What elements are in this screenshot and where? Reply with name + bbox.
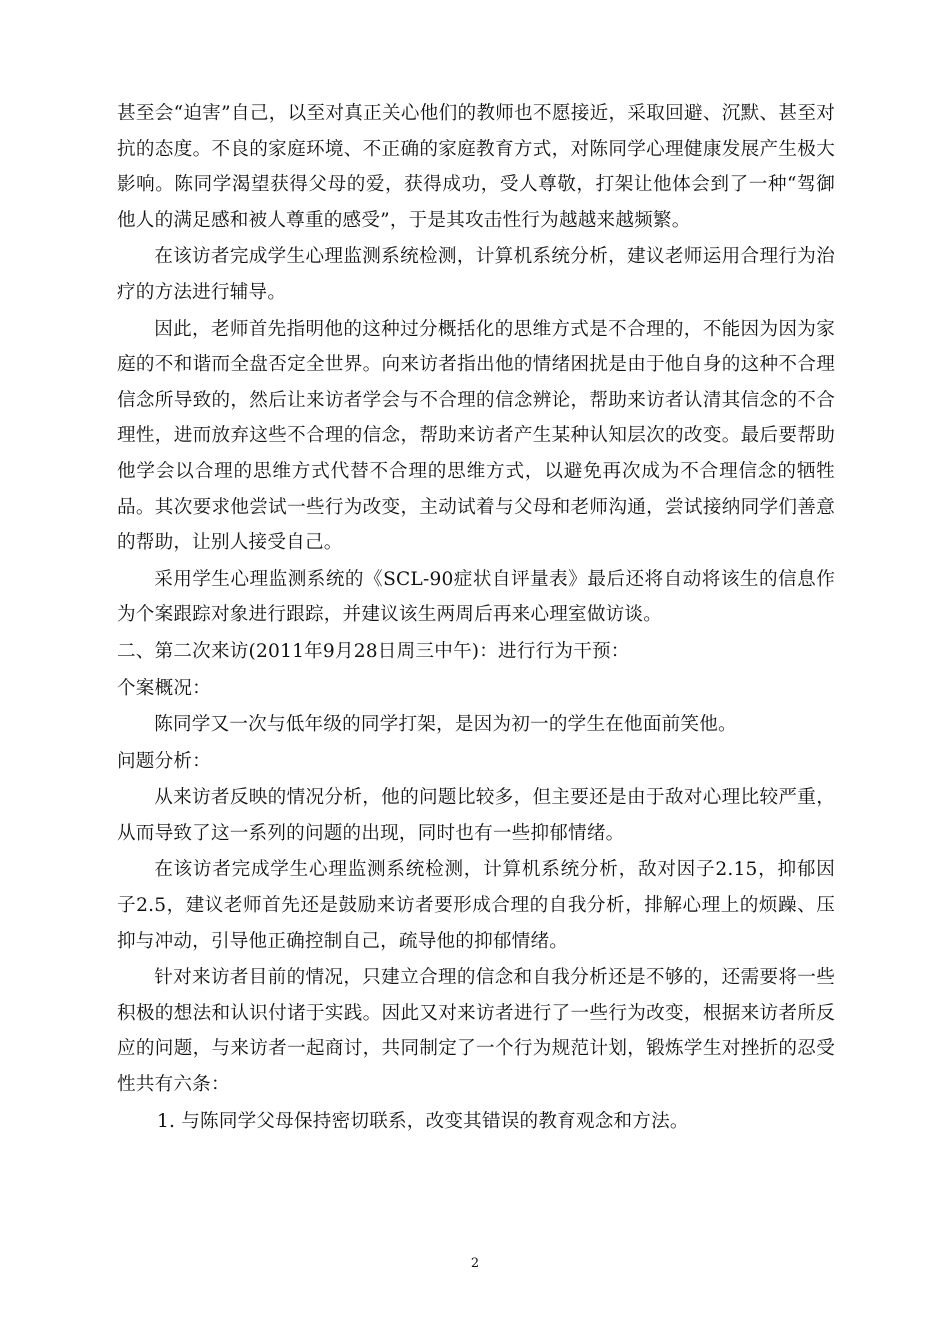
section-heading-problem-analysis: 问题分析： bbox=[117, 750, 211, 772]
paragraph-cognitive-guidance: 因此，老师首先指明他的这种过分概括化的思维方式是不合理的，不能因为因为家庭的不和谐而全盘否定全世界。向来访者指出他的情绪困扰是由于他自身的这种不合理信念所导致的，然后让来访者学会与不合理的信念辨论，帮助来访者认清其信念的不合理性，进而放弃这些不合理的信念，帮助来访者产生某种认知层次的改变。最后要帮助他学会以合理的思维方式代替不合理的思维方式，以避免再次成为不合理信念的牺牲品。其次要求他尝试一些行为改变，主动试着与父母和老师沟通，尝试接纳同学们善意的帮助，让别人接受自己。 bbox=[117, 318, 835, 554]
document-body bbox=[117, 96, 835, 1140]
paragraph-counseling-method: 在该访者完成学生心理监测系统检测，计算机系统分析，建议老师运用合理行为治疗的方法进行辅导。 bbox=[117, 246, 835, 303]
section-heading-case-overview: 个案概况： bbox=[117, 677, 211, 699]
section-heading-second-visit: 二、第二次来访(2011年9月28日周三中午)：进行行为干预： bbox=[117, 640, 630, 662]
paragraph-behavior-plan: 针对来访者目前的情况，只建立合理的信念和自我分析还是不够的，还需要将一些积极的想法和认识付诸于实践。因此又对来访者进行了一些行为改变，根据来访者所反应的问题，与来访者一起商讨，共同制定了一个行为规范计划，锻炼学生对挫折的忍受性共有六条： bbox=[117, 967, 835, 1096]
paragraph-continuation: 甚至会“迫害”自己，以至对真正关心他们的教师也不愿接近，采取回避、沉默、甚至对抗的态度。不良的家庭环境、不正确的家庭教育方式，对陈同学心理健康发展产生极大影响。陈同学渴望获得父母的爱，获得成功，受人尊敬，打架让他体会到了一种“驾御他人的满足感和被人尊重的感受”，于是其攻击性行为越越来越频繁。 bbox=[117, 103, 835, 231]
paragraph-problem-analysis: 从来访者反映的情况分析，他的问题比较多，但主要还是由于敌对心理比较严重，从而导致了这一系列的问题的出现，同时也有一些抑郁情绪。 bbox=[117, 787, 835, 844]
paragraph-follow-up: 采用学生心理监测系统的《SCL-90症状自评量表》最后还将自动将该生的信息作为个案跟踪对象进行跟踪，并建议该生两周后再来心理室做访谈。 bbox=[117, 568, 835, 626]
paragraph-case-overview: 陈同学又一次与低年级的同学打架，是因为初一的学生在他面前笑他。 bbox=[154, 714, 737, 736]
paragraph-factor-analysis: 在该访者完成学生心理监测系统检测，计算机系统分析，敌对因子2.15，抑郁因子2.5，建议老师首先还是鼓励来访者要形成合理的自我分析，排解心理上的烦躁、压抑与冲动，引导他正确控制自己，疏导他的抑郁情绪。 bbox=[117, 859, 835, 952]
list-item-1: 1. 与陈同学父母保持密切联系，改变其错误的教育观念和方法。 bbox=[157, 1110, 689, 1132]
page-number: 2 bbox=[470, 1256, 480, 1271]
